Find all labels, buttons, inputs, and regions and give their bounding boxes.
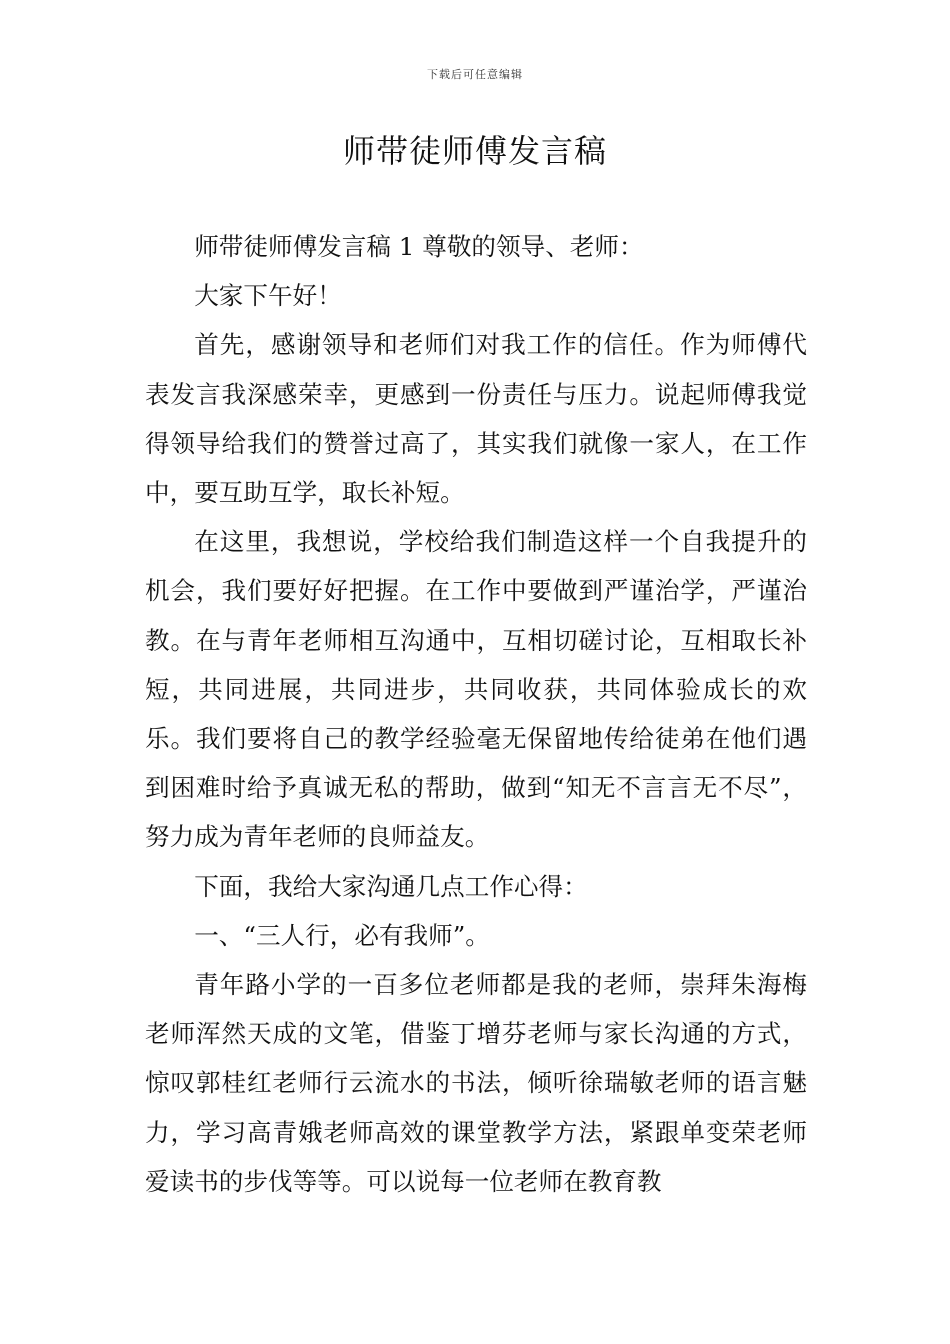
paragraph-greeting: 大家下午好！ <box>194 281 342 311</box>
paragraph-salutation: 师带徒师傅发言稿 1 尊敬的领导、老师： <box>194 232 644 261</box>
document-title: 师带徒师傅发言稿 <box>342 132 607 170</box>
paragraph: 青年路小学的一百多位老师都是我的老师，崇拜朱海梅老师浑然天成的文笔，借鉴丁增芬老师与家长沟通的方式，惊叹郭桂红老师行云流水的书法，倾听徐瑞敏老师的语言魅力，学习高青娥老师高效的课堂教学方法，紧跟单变荣老师爱读书的步伐等等。可以说每一位老师在教育教 <box>145 970 807 1196</box>
section-heading: 一、“三人行，必有我师”。 <box>194 920 490 950</box>
paragraph: 首先，感谢领导和老师们对我工作的信任。作为师傅代表发言我深感荣幸，更感到一份责任与压力。说起师傅我觉得领导给我们的赞誉过高了，其实我们就像一家人，在工作中，要互助互学，取长补短。 <box>145 330 807 508</box>
document-body <box>145 222 807 1206</box>
paragraph: 下面，我给大家沟通几点工作心得： <box>194 871 588 901</box>
paragraph: 在这里，我想说，学校给我们制造这样一个自我提升的机会，我们要好好把握。在工作中要做到严谨治学，严谨治教。在与青年老师相互沟通中，互相切磋讨论，互相取长补短，共同进展，共同进步，共同收获，共同体验成长的欢乐。我们要将自己的教学经验毫无保留地传给徒弟在他们遇到困难时给予真诚无私的帮助，做到“知无不言言无不尽”，努力成为青年老师的良师益友。 <box>145 527 807 852</box>
header-note: 下载后可任意编辑 <box>427 68 523 81</box>
